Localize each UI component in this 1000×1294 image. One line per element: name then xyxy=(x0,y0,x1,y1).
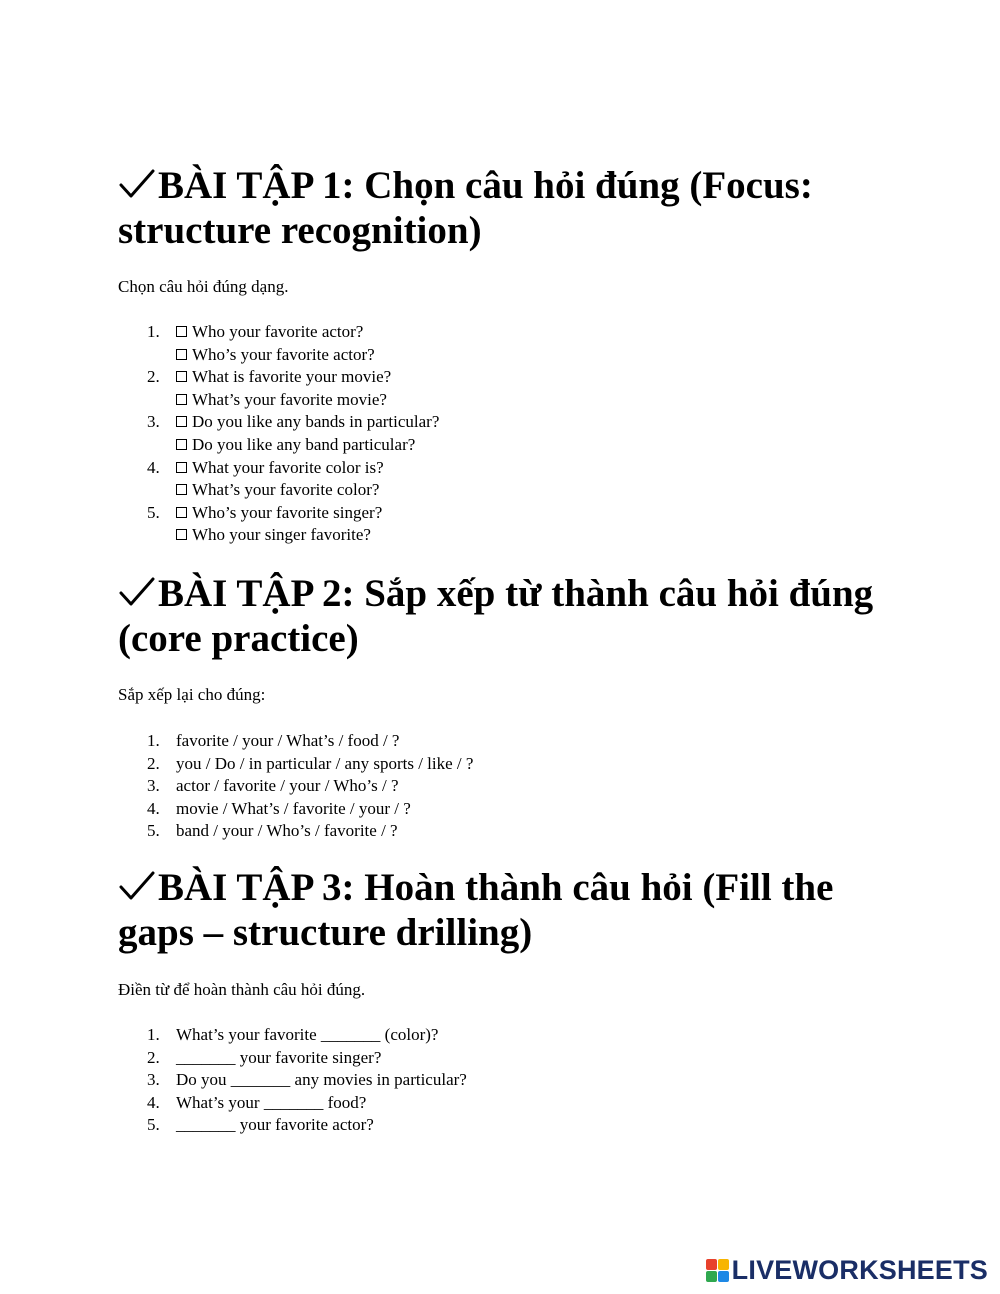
checkbox-icon[interactable] xyxy=(176,349,187,360)
item-number: 2. xyxy=(147,753,160,773)
item-number: 1. xyxy=(147,731,160,750)
item-number: 5. xyxy=(147,821,160,841)
exercise-3-title-text: BÀI TẬP 3: Hoàn thành câu hỏi (Fill the gaps – structure drilling) xyxy=(118,866,834,954)
list-item xyxy=(118,457,439,502)
logo-text: LIVEWORKSHEETS xyxy=(731,1254,988,1285)
exercise-1-title-text: BÀI TẬP 1: Chọn câu hỏi đúng (Focus: structure recognition) xyxy=(118,164,813,252)
item-number: 5. xyxy=(147,502,160,522)
answer-option[interactable] xyxy=(176,524,439,547)
item-number: 2. xyxy=(147,367,160,387)
list-item xyxy=(118,1069,467,1092)
exercise-3-list xyxy=(118,1024,467,1137)
exercise-2-instruction: Sắp xếp lại cho đúng: xyxy=(118,685,266,704)
item-number: 1. xyxy=(147,322,160,341)
answer-option[interactable] xyxy=(176,344,439,367)
answer-option[interactable] xyxy=(176,411,439,434)
list-item xyxy=(118,502,439,547)
exercise-3 xyxy=(118,865,918,1145)
answer-option[interactable] xyxy=(176,389,439,412)
exercise-2-title xyxy=(118,571,918,661)
option-text: Who your favorite actor? xyxy=(192,322,364,341)
exercise-2-title-text: BÀI TẬP 2: Sắp xếp từ thành câu hỏi đúng (core practice) xyxy=(118,572,874,660)
option-text: Do you like any bands in particular? xyxy=(192,412,440,432)
option-text: Who your singer favorite? xyxy=(192,525,371,545)
item-text[interactable]: Do you _______ any movies in particular? xyxy=(176,1070,467,1090)
checkbox-icon[interactable] xyxy=(176,326,187,337)
item-number: 1. xyxy=(147,1025,160,1044)
exercise-1-instruction: Chọn câu hỏi đúng dạng. xyxy=(118,277,289,296)
item-number: 4. xyxy=(147,457,160,477)
list-item xyxy=(118,1114,467,1137)
answer-option[interactable] xyxy=(176,434,439,457)
item-text[interactable]: _______ your favorite actor? xyxy=(176,1115,374,1135)
list-item xyxy=(118,1092,467,1115)
checkbox-icon[interactable] xyxy=(176,394,187,405)
item-text: movie / What’s / favorite / your / ? xyxy=(176,798,411,818)
option-text: What’s your favorite movie? xyxy=(192,389,387,409)
list-item xyxy=(118,1047,467,1070)
item-text[interactable]: What’s your favorite _______ (color)? xyxy=(176,1025,439,1044)
list-item xyxy=(118,775,473,798)
item-number: 5. xyxy=(147,1115,160,1135)
checkbox-icon[interactable] xyxy=(176,371,187,382)
exercise-2 xyxy=(118,571,918,851)
option-text: What’s your favorite color? xyxy=(192,480,380,500)
list-item xyxy=(118,366,439,411)
item-number: 4. xyxy=(147,798,160,818)
option-text: Who’s your favorite singer? xyxy=(192,502,383,522)
answer-option[interactable] xyxy=(176,502,439,525)
list-item xyxy=(118,1024,467,1047)
exercise-1-title xyxy=(118,163,918,253)
answer-option[interactable] xyxy=(176,479,439,502)
checkbox-icon[interactable] xyxy=(176,416,187,427)
checkbox-icon[interactable] xyxy=(176,462,187,473)
check-mark-icon xyxy=(118,576,156,608)
exercise-1-list xyxy=(118,321,439,547)
check-mark-icon xyxy=(118,168,156,200)
item-text: actor / favorite / your / Who’s / ? xyxy=(176,776,399,796)
answer-option[interactable] xyxy=(176,366,439,389)
list-item xyxy=(118,798,473,821)
option-text: Who’s your favorite actor? xyxy=(192,344,375,364)
option-text: What is favorite your movie? xyxy=(192,367,392,387)
list-item xyxy=(118,730,473,753)
checkbox-icon[interactable] xyxy=(176,484,187,495)
check-mark-icon xyxy=(118,870,156,902)
answer-option[interactable] xyxy=(176,321,439,344)
item-text: band / your / Who’s / favorite / ? xyxy=(176,821,398,841)
exercise-2-list xyxy=(118,730,473,843)
exercise-3-title xyxy=(118,865,918,955)
item-text[interactable]: What’s your _______ food? xyxy=(176,1092,367,1112)
logo-mark-icon xyxy=(706,1259,729,1282)
item-number: 4. xyxy=(147,1092,160,1112)
exercise-1 xyxy=(118,163,918,553)
option-text: Do you like any band particular? xyxy=(192,434,416,454)
checkbox-icon[interactable] xyxy=(176,507,187,518)
answer-option[interactable] xyxy=(176,457,439,480)
item-number: 3. xyxy=(147,1070,160,1090)
checkbox-icon[interactable] xyxy=(176,529,187,540)
list-item xyxy=(118,753,473,776)
item-text[interactable]: _______ your favorite singer? xyxy=(176,1047,382,1067)
option-text: What your favorite color is? xyxy=(192,457,384,477)
exercise-3-instruction: Điền từ để hoàn thành câu hỏi đúng. xyxy=(118,980,366,999)
list-item xyxy=(118,321,439,366)
item-text: you / Do / in particular / any sports / like / ? xyxy=(176,753,474,773)
item-number: 3. xyxy=(147,776,160,796)
item-text: favorite / your / What’s / food / ? xyxy=(176,731,400,750)
checkbox-icon[interactable] xyxy=(176,439,187,450)
list-item xyxy=(118,820,473,843)
liveworksheets-logo[interactable] xyxy=(706,1255,988,1285)
list-item xyxy=(118,411,439,456)
item-number: 3. xyxy=(147,412,160,432)
item-number: 2. xyxy=(147,1047,160,1067)
